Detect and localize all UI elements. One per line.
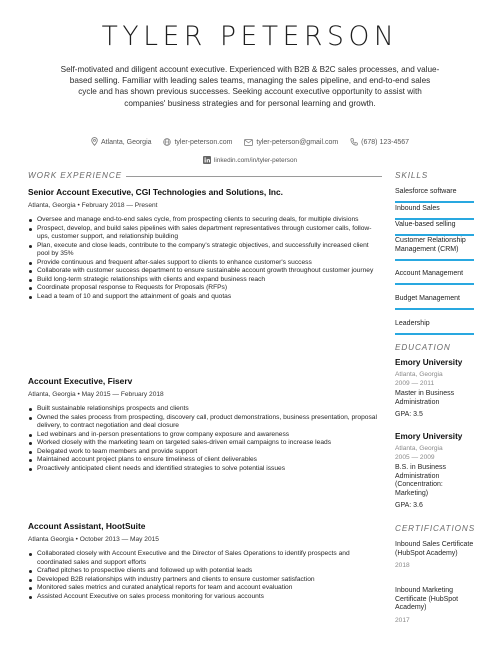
job-bullet: Build long-term strategic relationships with clients and expand business reach (28, 276, 383, 285)
certification-name: Inbound Marketing Certificate (HubSpot Academy) (395, 587, 459, 612)
job-title: Account Executive, Fiserv (28, 376, 133, 386)
skill-item: Value-based selling (395, 221, 474, 236)
certification-year: 2018 (395, 562, 410, 570)
job-bullets (28, 216, 383, 301)
job-bullet: Maintained account project plans to ensure timeliness of client deliverables (28, 456, 383, 465)
work-experience-heading: WORK EXPERIENCE (28, 171, 123, 180)
education-entry (395, 432, 475, 511)
job-bullet: Proactively anticipated client needs and identified strategies to solve potential issues (28, 465, 383, 474)
location-text: Atlanta, Georgia (100, 139, 152, 146)
job-bullet: Provide continuous and frequent after-sales support to clients to enhance customer's success (28, 259, 383, 268)
certification-name: Inbound Sales Certificate (HubSpot Academy) (395, 541, 474, 557)
edu-school: Emory University (395, 358, 463, 367)
skill-item: Leadership (395, 320, 474, 335)
job-bullet: Collaborated closely with Account Executive and the Director of Sales Operations to identify prospects and coordinated sales and support efforts (28, 550, 383, 567)
edu-years: 2009 — 2011 (395, 380, 435, 387)
globe-icon (163, 138, 171, 146)
education-heading: EDUCATION (395, 343, 451, 352)
email-text[interactable]: tyler-peterson@gmail.com (256, 139, 339, 146)
phone-icon (350, 138, 358, 146)
job-entry (28, 187, 383, 301)
job-bullet: Lead a team of 10 and support the attainment of goals and quotas (28, 293, 383, 302)
skill-item: Budget Management (395, 295, 474, 310)
edu-years: 2005 — 2009 (395, 454, 435, 461)
skill-item: Customer Relationship Management (CRM) (395, 237, 474, 261)
contact-location (91, 137, 152, 148)
certification-entry (395, 541, 475, 570)
job-bullet: Built sustainable relationships prospects and clients (28, 405, 383, 414)
email-icon (244, 139, 253, 146)
phone-text[interactable]: (678) 123-4567 (361, 139, 410, 146)
skill-item: Inbound Sales (395, 205, 474, 220)
location-pin-icon (91, 137, 98, 146)
job-bullets (28, 550, 383, 601)
job-bullet: Coordinate proposal response to Requests for Proposals (RFPs) (28, 284, 383, 293)
job-bullet: Led webinars and in-person presentations to grow company exposure and awareness (28, 431, 383, 440)
skills-heading: SKILLS (395, 171, 429, 180)
linkedin-row[interactable] (0, 156, 500, 165)
education-entry (395, 358, 475, 420)
job-bullet: Developed B2B relationships with industry partners and clients to ensure customer satisfaction (28, 576, 383, 585)
contact-website[interactable] (163, 138, 232, 148)
edu-gpa: GPA: 3.6 (395, 502, 423, 510)
work-experience-rule (126, 176, 382, 177)
job-title: Senior Account Executive, CGI Technologies and Solutions, Inc. (28, 187, 284, 197)
job-bullet: Delegated work to team members and provide support (28, 448, 383, 457)
job-bullet: Crafted pitches to prospective clients and followed up with potential leads (28, 567, 383, 576)
contact-phone[interactable] (350, 138, 409, 148)
job-bullet: Assisted Account Executive on sales process monitoring for various accounts (28, 593, 383, 602)
job-entry (28, 521, 383, 601)
summary: Self-motivated and diligent account executive. Experienced with B2B & B2C sales processes, and value-based selling. Familiar with leading sales teams, managing the sales pipeline, and end-to-end sales cycle and has shown previous successes. Seeking account executive opportunity to assist with companies' business strategies and for personal learning and growth. (60, 65, 440, 108)
job-bullet: Monitored sales metrics and curated analytical reports for team and account evaluation (28, 584, 383, 593)
job-bullet: Owned the sales process from prospecting, discovery call, product demonstrations, business presentation, proposal delivery, to contract negotiation and deal closure (28, 414, 383, 431)
job-meta: Atlanta Georgia • October 2013 — May 2015 (28, 536, 159, 543)
edu-school: Emory University (395, 432, 463, 441)
job-bullets (28, 405, 383, 473)
edu-degree: Master in Business Administration (395, 390, 455, 406)
edu-location: Atlanta, Georgia (395, 445, 443, 452)
edu-degree: B.S. in Business Administration (Concentration: Marketing) (395, 464, 446, 497)
job-bullet: Worked closely with the marketing team on targeted sales-driven email campaigns to increase leads (28, 439, 383, 448)
job-entry (28, 376, 383, 473)
contact-email[interactable] (244, 138, 338, 148)
edu-gpa: GPA: 3.5 (395, 411, 423, 419)
job-bullet: Collaborate with customer success department to ensure sustainable account growth throughout customer journey (28, 267, 383, 276)
linkedin-icon (203, 156, 211, 164)
job-bullet: Prospect, develop, and build sales pipelines with sales department representatives through customer calls, follow-ups, customer support, and relationship building (28, 225, 383, 242)
website-text[interactable]: tyler-peterson.com (174, 139, 233, 146)
job-meta: Atlanta, Georgia • May 2015 — February 2018 (28, 391, 164, 398)
skill-item: Account Management (395, 270, 474, 285)
certification-year: 2017 (395, 616, 410, 624)
job-meta: Atlanta, Georgia • February 2018 — Present (28, 202, 158, 209)
certification-entry (395, 587, 475, 625)
job-bullet: Plan, execute and close leads, contribute to the company's strategic objectives, and successfully increased client pool by 35% (28, 242, 383, 259)
candidate-name: TYLER PETERSON (101, 21, 399, 52)
linkedin-text[interactable]: linkedin.com/in/tyler-peterson (213, 157, 298, 164)
skill-item: Salesforce software (395, 188, 474, 203)
certifications-heading: CERTIFICATIONS (395, 524, 476, 533)
job-title: Account Assistant, HootSuite (28, 521, 146, 531)
edu-location: Atlanta, Georgia (395, 371, 443, 378)
job-bullet: Oversee and manage end-to-end sales cycle, from prospecting clients to securing deals, for multiple divisions (28, 216, 383, 225)
contact-row (0, 137, 500, 148)
